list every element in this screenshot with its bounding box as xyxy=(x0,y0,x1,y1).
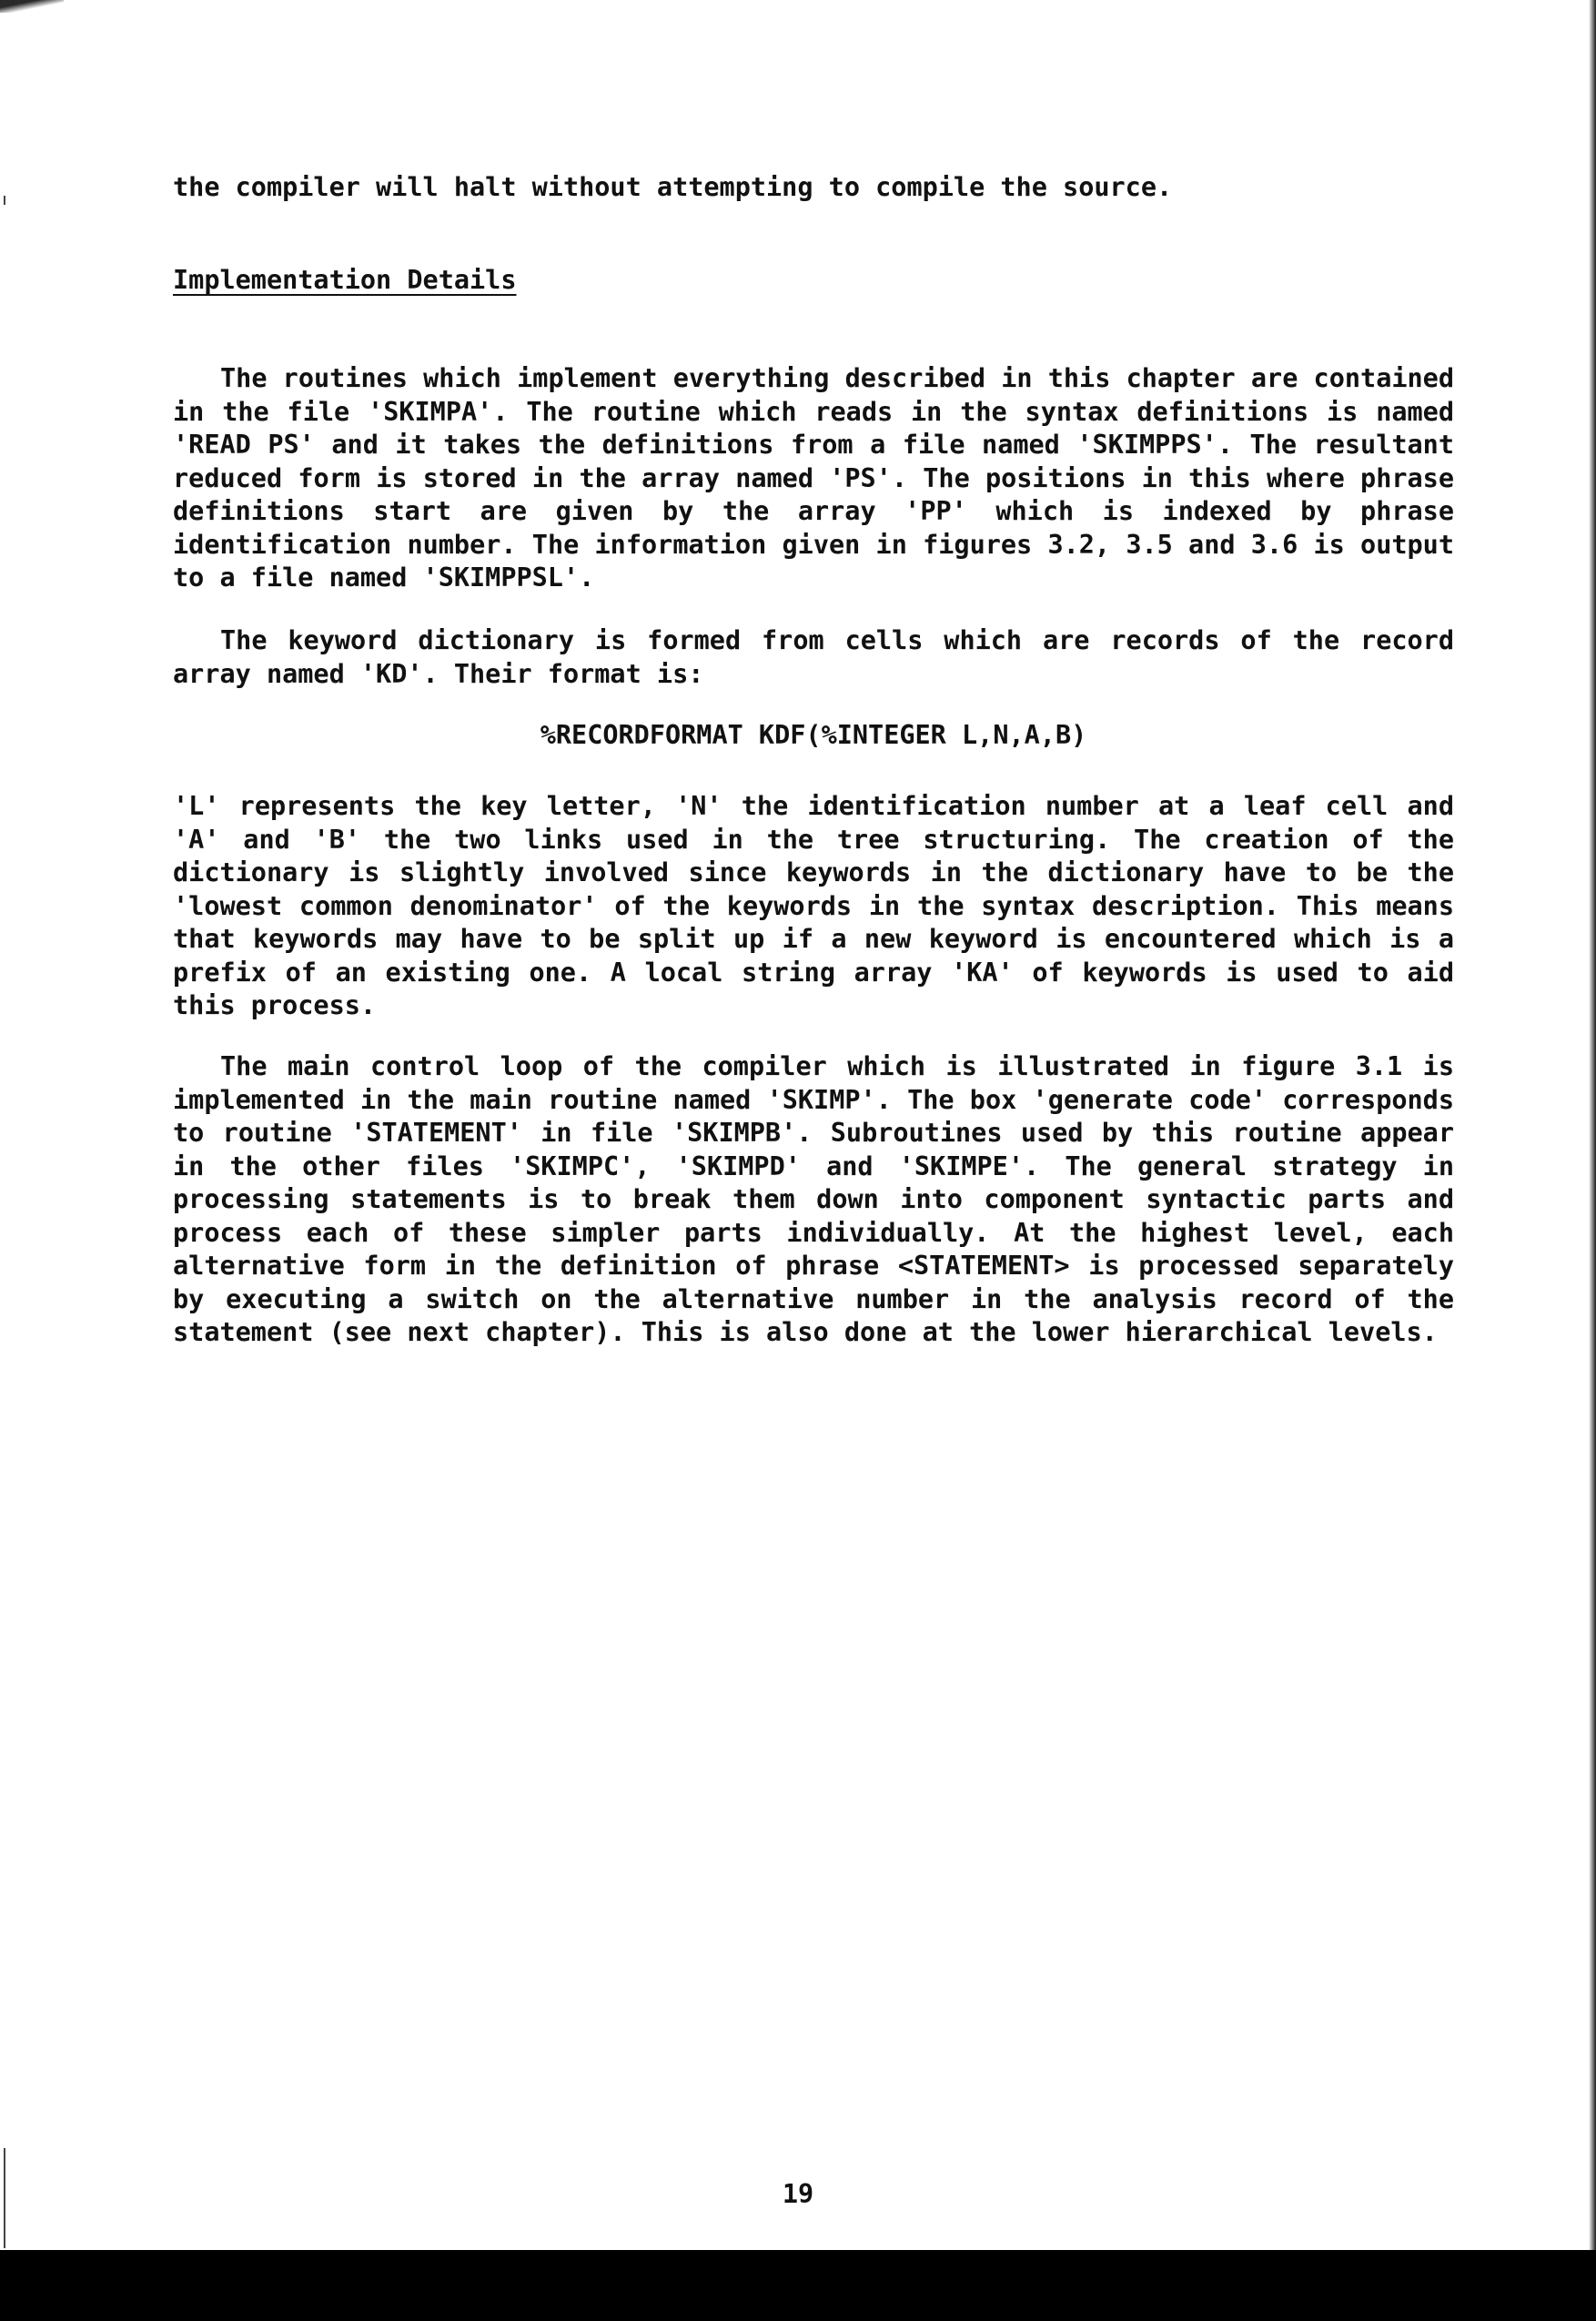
scan-left-edge-mark xyxy=(4,196,5,205)
scan-right-edge xyxy=(1589,0,1596,2250)
scan-corner-mark xyxy=(0,0,64,13)
section-heading: Implementation Details xyxy=(173,265,517,295)
paragraph-control-loop: The main control loop of the compiler which is illustrated in figure 3.1 is implemented in the main routine named 'SKIMP'. The box 'generate code' corresponds to routine 'STATEMENT' in file 'SKIMPB'. Subroutines used by this routine appear in the other files 'SKIMPC', 'SKIMPD' and 'SKIMPE'. The general strategy in processing statements is to break them down into component syntactic parts and process each of these simpler parts individually. At the highest level, each alternative form in the definition of phrase <STATEMENT> is processed separately by executing a switch on the alternative number in the analysis record of the statement (see next chapter). This is also done at the lower hierarchical levels. xyxy=(173,1051,1454,1347)
record-format-code: %RECORDFORMAT KDF(%INTEGER L,N,A,B) xyxy=(540,720,1087,750)
paragraph-keyword-dictionary: The keyword dictionary is formed from cells which are records of the record array named 'KD'. Their format is: xyxy=(173,625,1454,689)
paragraph-dictionary-fields: 'L' represents the key letter, 'N' the identification number at a leaf cell and 'A' and 'B' the two links used in the tree structuring. The creation of the dictionary is slightly involved since keywords in the dictionary have to be the 'lowest common denominator' of the keywords in the syntax description. This means that keywords may have to be split up if a new keyword is encountered which is a prefix of an existing one. A local string array 'KA' of keywords is used to aid this process. xyxy=(173,791,1454,1020)
scan-bottom-band xyxy=(0,2250,1596,2321)
page-number: 19 xyxy=(782,2179,814,2209)
opening-line: the compiler will halt without attempting to compile the source. xyxy=(173,172,1173,202)
paragraph-routines: The routines which implement everything described in this chapter are contained in the file 'SKIMPA'. The routine which reads in the syntax definitions is named 'READ PS' and it takes the definitions from a file named 'SKIMPPS'. The resultant reduced form is stored in the array named 'PS'. The positions in this where phrase definitions start are given by the array 'PP' which is indexed by phrase identification number. The information given in figures 3.2, 3.5 and 3.6 is output to a file named 'SKIMPPSL'. xyxy=(173,363,1454,593)
